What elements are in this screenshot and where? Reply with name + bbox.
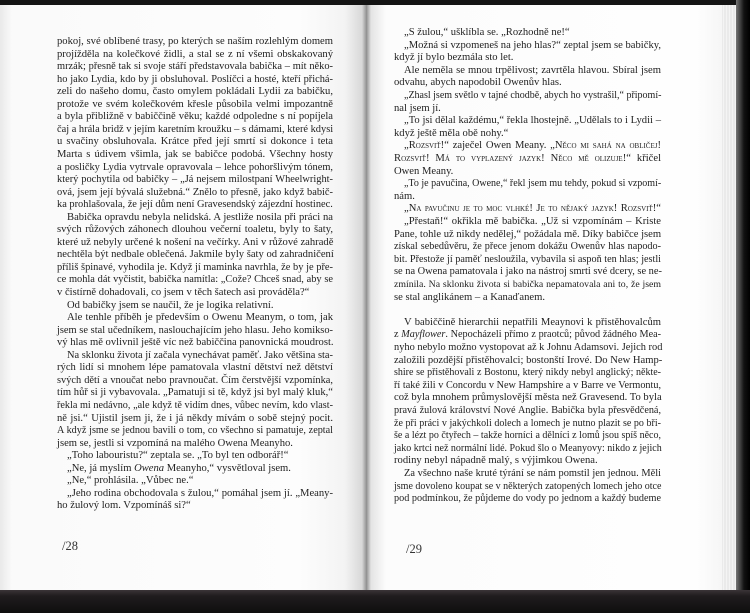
text-segment: „ (404, 203, 409, 215)
text-line (57, 325, 333, 337)
text-line (67, 350, 333, 362)
text-segment: . Nepocházeli přímo z praotců; původ žádného Mea- (445, 329, 662, 341)
text-line (67, 450, 333, 462)
text-segment: jako krtci než normální lidé. Pokud šlo o Meanyovy: nikdo z jejich (394, 442, 662, 454)
text-line (394, 443, 661, 455)
text-segment: mrzák; přesně tak si svoje stáří představovala babička – mít něko- (57, 61, 333, 73)
text-segment: když jí bylo bezmála sto let. (394, 52, 514, 64)
text-segment: rodiny nebyl nápadně malý, s výjimkou Owena. (394, 455, 598, 467)
text-line (404, 468, 661, 480)
text-segment: protože ve svém kolečkovém křesle působila velmi impozantně (57, 98, 333, 110)
text-line (394, 166, 661, 178)
text-line (57, 162, 333, 174)
text-line (404, 90, 661, 102)
text-segment: nal jsem jí. (394, 102, 441, 114)
text-segment: Ale tenhle příběh je především o Owenu Meanym, o tom, jak (67, 312, 333, 324)
text-line (57, 425, 333, 437)
text-segment: Meanyho,“ vysvětloval jsem. (164, 462, 291, 474)
text-line (57, 274, 333, 286)
text-segment: že při práci v jakýchkoli dolech a lomech je nutno plazit se po bři- (394, 417, 661, 429)
text-line (394, 254, 661, 266)
text-line (67, 212, 333, 224)
text-line (57, 224, 333, 236)
text-segment: nechtěla být nedbale oblečená. Jakmile byly šaty od zahradničení (57, 249, 334, 261)
text-line (404, 203, 661, 215)
text-line (394, 481, 661, 493)
text-line (394, 52, 661, 64)
text-segment: “ zaječel Owen Meany. „ (444, 140, 555, 152)
text-line (57, 362, 333, 374)
text-segment: a posličky Lydia vytrvale opravovala – lehce pohoršlivým tónem, (57, 161, 333, 173)
text-line (394, 418, 661, 430)
text-segment: projížděla na kolečkové židli, a stal se z ní všemi obskakovaný (57, 48, 333, 60)
text-line (394, 405, 661, 417)
text-line (394, 103, 661, 115)
text-segment: pravá žulová království Nové Anglie. Babička byla přesvědčená, (394, 405, 661, 416)
text-line (394, 279, 661, 291)
text-line (67, 312, 333, 324)
text-line (57, 174, 333, 186)
text-line (57, 74, 333, 86)
text-line (404, 140, 661, 152)
text-segment: které už nebyly určené k nošení na večírky. Ani v růžové zahradě (57, 236, 334, 248)
text-segment: ně jsi.“ Ujistil jsem ji, že i já někdy mívám o sobě stejný pocit. (57, 412, 333, 424)
text-segment: Owena (134, 462, 165, 474)
text-segment: zeli do našeho domu, často omylem pokládali Lydii za babičku, (57, 86, 333, 98)
text-line (57, 49, 333, 61)
text-segment: Na pavučinu je to moc vlhké! Je to nějaký jazyk! Rozsviť! (408, 203, 657, 215)
text-segment: „To je pavučina, Owene,“ řekl jsem mu tehdy, pokud si vzpomí- (404, 178, 662, 190)
text-segment: když ještě měla obě nohy.“ (394, 127, 509, 139)
text-line (394, 153, 661, 165)
text-line (404, 27, 661, 39)
text-segment: „To jsi dělal každému,“ řekla lhostejně. „Udělals to i Lydii – (404, 115, 661, 127)
text-segment: „Zhasl jsem světlo v tajné chodbě, abych ho vystrašil,“ připomí- (404, 90, 662, 101)
text-segment: “ křičel (626, 153, 662, 164)
text-segment: svých dětí a vnoučat nebo pravnoučat. Čím čerstvější vzpomínka, (57, 374, 333, 386)
text-segment: „Ne,“ prohlásila. „Vůbec ne.“ (67, 475, 194, 487)
background-surface (0, 590, 750, 613)
text-segment: čaj a hrála bridž v jejím karetním kroužku – s dámami, které kdysi (57, 123, 334, 135)
text-line (57, 413, 333, 425)
text-line (404, 317, 661, 329)
text-line (394, 342, 661, 354)
text-segment: Rozsviť! (408, 140, 445, 152)
text-segment: Babička opravdu nebyla nelidská. A jestliže nosila při práci na (67, 211, 333, 223)
text-line (394, 77, 661, 89)
text-segment: se na Owena pamatovala i jako na nástroj smrti své dcery, se ne- (394, 266, 662, 278)
text-line (404, 115, 661, 127)
text-segment: Ale neměla se mnou trpělivost; zavrtěla hlavou. Sbíral jsem (404, 64, 661, 76)
text-segment: zmínila. Na sklonku života si babička nepamatovala ani to, že jsem (394, 279, 661, 290)
text-line (394, 430, 661, 442)
edge-shadow (736, 0, 750, 613)
text-line (404, 65, 661, 77)
text-line (394, 329, 661, 341)
text-segment: Marta s údivem všimla, jak se babičce podobá. Všechny hosty (57, 148, 333, 160)
text-line (57, 375, 333, 387)
text-segment: ce mohla dát vyčistit, babička namítla: „Cože? Chceš snad, aby se (57, 274, 333, 286)
text-segment: vý hlas mě ovlivnil ještě víc než babiččina panovnická moudrost. (57, 337, 334, 349)
text-line (57, 500, 333, 512)
text-segment: „Ne, já myslím (67, 462, 135, 474)
text-line (394, 241, 661, 253)
text-segment: pokoj, své oblíbené trasy, po kterých se naším rozlehlým domem (57, 36, 333, 47)
text-line (57, 237, 333, 249)
text-segment: „Přestaň!“ okřikla mě babička. „Už si vzpomínám – Kriste (404, 216, 661, 227)
text-segment: bit. Přestože jí paměť nesloužila, vybavila si aspoň ten hlas; jestli (394, 253, 661, 265)
text-line (57, 387, 333, 399)
text-line (404, 178, 661, 190)
text-segment: ová, jsem její bývalá služebná.“ Znělo to přesně, jako když babič- (57, 186, 333, 198)
text-line (57, 187, 333, 199)
text-segment: „S žulou,“ ušklíbla se. „Rozhodně ne!“ (404, 27, 570, 38)
text-segment: V babiččině hierarchii nepatřili Meaynovi k přistěhovalcům (404, 316, 661, 328)
text-segment: rých lidí si mnohem lépe pamatovala vlastní dětství než dětství (57, 362, 333, 374)
text-segment: svých růžových záhonech dlouhou večerní toaletu, byly to šaty, (57, 224, 333, 236)
text-line (57, 249, 333, 261)
text-segment: což byla mnohem průmyslovější města než Gravesend. To byla (394, 392, 662, 404)
text-line (57, 400, 333, 412)
text-segment: Owen Meany. (394, 165, 454, 177)
text-line (57, 86, 333, 98)
text-line (67, 463, 333, 475)
text-segment: se stal anglikánem – a Kanaďanem. (394, 291, 545, 303)
text-segment: Od babičky jsem se naučil, že je logika relativní. (67, 299, 274, 311)
page-edges (722, 5, 736, 590)
text-segment: založili pozdější přistěhovalci; bostonští Irové. Do New Hamp- (394, 354, 663, 366)
text-segment: který pochytila od babičky – „Já nejsem milostpaní Wheelwright- (57, 174, 333, 186)
text-segment: ka prohlašovala, že její dům není Gravesendský zájezdní hostinec. (57, 199, 333, 211)
text-segment: příliš špinavé, vyhodila je. Když jí maminka navrhla, že by je pře- (57, 261, 333, 273)
page-number-left: /28 (62, 539, 78, 553)
text-segment: Pane, tohle už nikdy nedělej,“ požádala mě. Díky babičce jsem (394, 228, 662, 240)
text-line (57, 36, 333, 48)
text-segment: shire se přistěhovali z Bostonu, který nikdy nebyl anglický; někte- (394, 367, 661, 379)
text-line (57, 124, 333, 136)
text-segment: získal sebedůvěru, že přece jenom dokážu Owenův hlas napodo- (394, 241, 661, 253)
text-line (394, 455, 661, 467)
text-line (394, 380, 661, 392)
text-line (394, 229, 661, 241)
text-line (404, 40, 661, 52)
text-line (67, 488, 333, 500)
text-segment: ho žulový lom. Vzpomínáš si?“ (57, 500, 191, 512)
text-line (394, 128, 661, 140)
text-segment: “ (656, 203, 661, 215)
text-segment: Něco mi sahá na obličej! (554, 140, 662, 152)
text-line (57, 287, 333, 299)
text-segment: odvahu, abych napodobil Owenův hlas. (394, 77, 562, 89)
text-segment: A když jsme se jednou bavili o tom, co všechno si pamatuje, zeptal (57, 425, 333, 437)
text-segment: „Toho labouristu?“ zeptala se. „To byl ten odborář!“ (67, 450, 289, 462)
text-line (57, 337, 333, 349)
text-line (57, 99, 333, 111)
text-line (394, 392, 661, 404)
text-line (57, 262, 333, 274)
text-segment: u svačiny obsluhovala. Krátce před její smrtí si dokonce i teta (57, 136, 333, 148)
text-line (394, 367, 661, 379)
text-segment: „Jeho rodina obchodovala s žulou,“ pomáhal jsem jí. „Meany- (67, 487, 333, 499)
page-number-right: /29 (406, 542, 422, 556)
text-line (57, 136, 333, 148)
text-segment: řekla mi nedávno, „ale když tě vidím dnes, vůbec nevím, kdo vlast- (57, 399, 333, 411)
text-line (57, 438, 333, 450)
text-line (394, 493, 661, 505)
text-line (404, 216, 661, 228)
text-segment: Mayflower (401, 329, 446, 341)
text-line (57, 199, 333, 211)
text-segment: še a lézt po čtyřech – takže horníci a dělníci z lomů jsou spíš něco, (394, 430, 661, 442)
text-segment: jsem se, jestli si vzpomíná na malého Owena Meanyho. (57, 437, 293, 449)
text-segment: ho jako Lydia, kdo by ji obsluhoval. Poslíčci a hosté, kteří přichá- (57, 73, 333, 85)
text-segment: „Možná si vzpomeneš na jeho hlas?“ zeptal jsem se babičky, (404, 39, 662, 51)
text-segment: Na sklonku života jí začala vynechávat paměť. Jako většina sta- (67, 349, 333, 361)
text-segment: „ (404, 140, 409, 152)
text-segment: Za všechno naše kruté týrání se nám pomstil jen jednou. Měli (404, 468, 661, 479)
text-line (394, 355, 661, 367)
text-line (394, 292, 661, 304)
text-line (67, 300, 333, 312)
text-segment: tím hůř si ji vybavovala. „Pamatuji si tě, když jsi byl malý kluk,“ (57, 387, 333, 399)
text-line (394, 191, 661, 203)
text-segment: a byla přibližně v babiččině věku; každé odpoledne s ní popíjela (57, 111, 333, 123)
text-segment: pod podmínkou, že půjdeme do vody po jednom a každý budeme (394, 493, 661, 505)
text-segment: z (394, 329, 402, 341)
text-line (394, 266, 661, 278)
text-line (67, 475, 333, 487)
text-segment: nyho nebylo možno vystopovat až k Johnu Adamsovi. Jejich rod (394, 342, 663, 353)
text-segment: jsem se stal učedníkem, naslouchajícím jeho hlasu. Jeho komikso- (57, 324, 333, 336)
text-line (57, 111, 333, 123)
text-segment: jsme dovoleno koupat se v některých zatopených lomech jeho otce (394, 480, 662, 492)
text-segment: ří také žili v Concordu v New Hampshire a v Barre ve Vermontu, (394, 379, 661, 391)
text-line (57, 149, 333, 161)
text-line (57, 61, 333, 73)
text-segment: v čistírně dohadovali, co jsem v těch šatech asi prováděla?“ (57, 287, 310, 298)
text-segment: nám. (394, 190, 415, 202)
text-segment: Rozsviť! Má to vyplazený jazyk! Něco mě olizuje! (394, 153, 627, 164)
